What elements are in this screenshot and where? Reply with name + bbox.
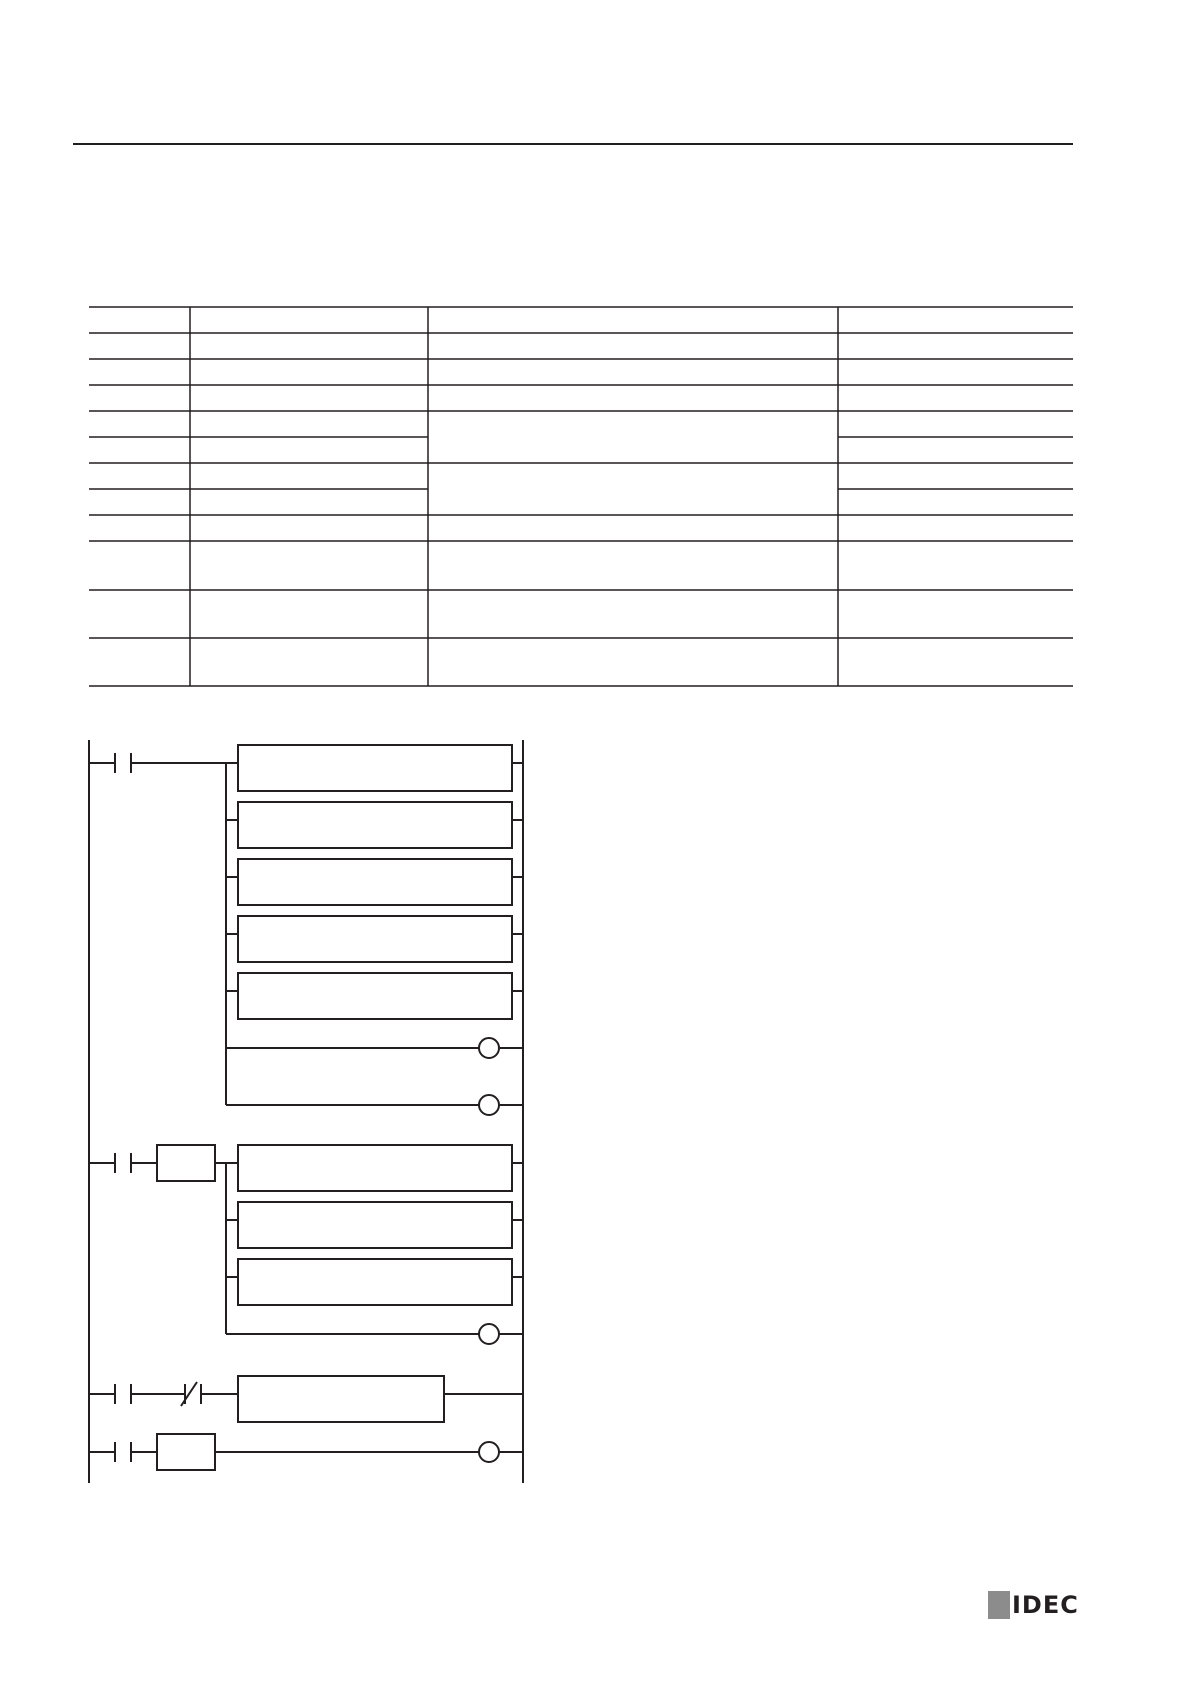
ladder-diagram bbox=[89, 740, 523, 1483]
instruction-box bbox=[238, 802, 512, 848]
normally-open-contact bbox=[115, 753, 131, 773]
output-coil bbox=[479, 1095, 499, 1115]
output-coil bbox=[479, 1324, 499, 1344]
instruction-box bbox=[238, 916, 512, 962]
logo-text: IDEC bbox=[1012, 1591, 1079, 1619]
normally-open-contact bbox=[115, 1442, 131, 1462]
instruction-box bbox=[238, 1145, 512, 1191]
instruction-box bbox=[238, 1376, 444, 1422]
output-coil bbox=[479, 1442, 499, 1462]
normally-open-contact bbox=[115, 1384, 131, 1404]
rung-1 bbox=[89, 745, 523, 1115]
idec-logo bbox=[988, 1592, 1079, 1618]
data-table bbox=[89, 307, 1073, 686]
rung-3 bbox=[89, 1376, 523, 1422]
rung-4 bbox=[89, 1434, 523, 1470]
instruction-box bbox=[238, 1202, 512, 1248]
instruction-box bbox=[157, 1145, 215, 1181]
instruction-box bbox=[238, 859, 512, 905]
output-coil bbox=[479, 1038, 499, 1058]
rung-2 bbox=[89, 1145, 523, 1344]
logo-bar bbox=[988, 1591, 1010, 1619]
normally-open-contact bbox=[115, 1153, 131, 1173]
instruction-box bbox=[238, 973, 512, 1019]
instruction-box bbox=[238, 745, 512, 791]
instruction-box bbox=[157, 1434, 215, 1470]
instruction-box bbox=[238, 1259, 512, 1305]
normally-closed-contact bbox=[181, 1382, 201, 1406]
